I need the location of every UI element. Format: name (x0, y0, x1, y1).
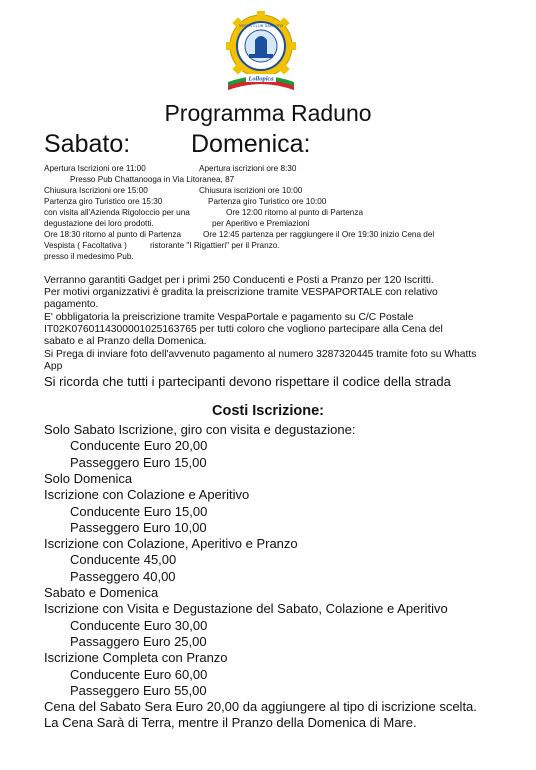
note-line: App (44, 361, 63, 372)
page-title: Programma Raduno (164, 100, 372, 126)
note-line: Per motivi organizzativi è gradita la preiscrizione tramite VESPAPORTALE con relativo (44, 287, 438, 298)
price-line: Passeggero Euro 10,00 (70, 519, 207, 535)
costs-heading: Costi Iscrizione: (212, 403, 324, 419)
cost-category-line: Solo Sabato Iscrizione, giro con visita e degustazione: (44, 422, 356, 437)
cost-category-line: La Cena Sarà di Terra, mentre il Pranzo della Domenica di Mare. (44, 715, 417, 731)
cost-category-line: Iscrizione Completa con Pranzo (44, 650, 228, 666)
cost-category-line: Iscrizione con Colazione, Aperitivo e Pranzo (44, 536, 298, 552)
sunday-heading: Domenica: (191, 130, 311, 158)
note-line: E' obbligatoria la preiscrizione tramite VespaPortale e pagamento su C/C Postale (44, 312, 414, 323)
cost-category-line: Cena del Sabato Sera Euro 20,00 da aggiungere al tipo di iscrizione scelta. (44, 699, 477, 715)
sunday-line: Ore 12:00 ritorno al punto di Partenza (226, 208, 363, 217)
saturday-line: Vespista ( Facoltativa ) (44, 241, 127, 250)
saturday-line: Presso Pub Chattanooga in Via Litoranea, 87 (70, 175, 235, 184)
club-logo (224, 10, 298, 98)
sunday-line: Apertura iscrizioni ore 8:30 (199, 164, 297, 173)
price-line: Conducente Euro 15,00 (70, 503, 208, 519)
sunday-line: Ore 12:45 partenza per raggiungere il Ore 19:30 inizio Cena del (203, 230, 435, 239)
logo-banner-text: Lollopica (248, 75, 274, 83)
note-line: sabato e al Pranzo della Domenica. (44, 336, 207, 347)
saturday-line: degustazione dei loro prodotti. (44, 219, 154, 228)
sunday-line: ristorante "I Rigattieri" per il Pranzo. (150, 241, 280, 250)
price-line: Passaggero Euro 25,00 (70, 633, 207, 649)
cost-category-line: Solo Domenica (44, 470, 133, 486)
sunday-line: per Aperitivo e Premiazioni (212, 219, 310, 228)
price-line: Conducente 45,00 (70, 552, 177, 568)
cost-category-line: Sabato e Domenica (44, 585, 159, 600)
note-line: Si Prega di inviare foto dell'avvenuto pagamento al numero 3287320445 tramite foto su Whatts (44, 349, 477, 360)
cost-category-line: Iscrizione con Visita e Degustazione del Sabato, Colazione e Aperitivo (44, 601, 448, 617)
saturday-heading: Sabato: (44, 130, 131, 158)
note-line: IT02K0760114300001025163765 per tutti coloro che vogliono partecipare alla Cena del (44, 324, 443, 335)
price-line: Conducente Euro 30,00 (70, 617, 208, 633)
road-rules-note: Si ricorda che tutti i partecipanti devono rispettare il codice della strada (44, 374, 451, 389)
logo-arc-text: VESPA CLUB SAN VITO (238, 23, 284, 28)
sunday-line: Partenza giro Turistico ore 10:00 (208, 197, 327, 206)
note-line: pagamento. (44, 299, 99, 310)
price-line: Passeggero Euro 15,00 (70, 454, 207, 470)
price-line: Conducente Euro 60,00 (70, 666, 208, 682)
cost-category-line: Iscrizione con Colazione e Aperitivo (44, 487, 250, 503)
sunday-line: Chiusura iscrizioni ore 10:00 (199, 186, 303, 195)
price-line: Passeggero Euro 55,00 (70, 682, 207, 698)
note-line: Verranno garantiti Gadget per i primi 250 Conducenti e Posti a Pranzo per 120 Iscritti. (44, 275, 434, 286)
saturday-line: con visita all'Azienda Rigoloccio per una (44, 208, 190, 217)
price-line: Conducente Euro 20,00 (70, 438, 208, 454)
logo-banner (228, 74, 294, 90)
price-line: Passeggero 40,00 (70, 568, 176, 584)
saturday-line: Chiusura Iscrizioni ore 15:00 (44, 186, 148, 195)
gear-emblem (226, 11, 296, 81)
saturday-line: Apertura Iscrizioni ore 11:00 (44, 164, 146, 173)
saturday-line: Partenza giro Turistico ore 15:30 (44, 197, 163, 206)
saturday-line: Ore 18:30 ritorno al punto di Partenza (44, 230, 181, 239)
saturday-line: presso il medesimo Pub. (44, 252, 134, 261)
